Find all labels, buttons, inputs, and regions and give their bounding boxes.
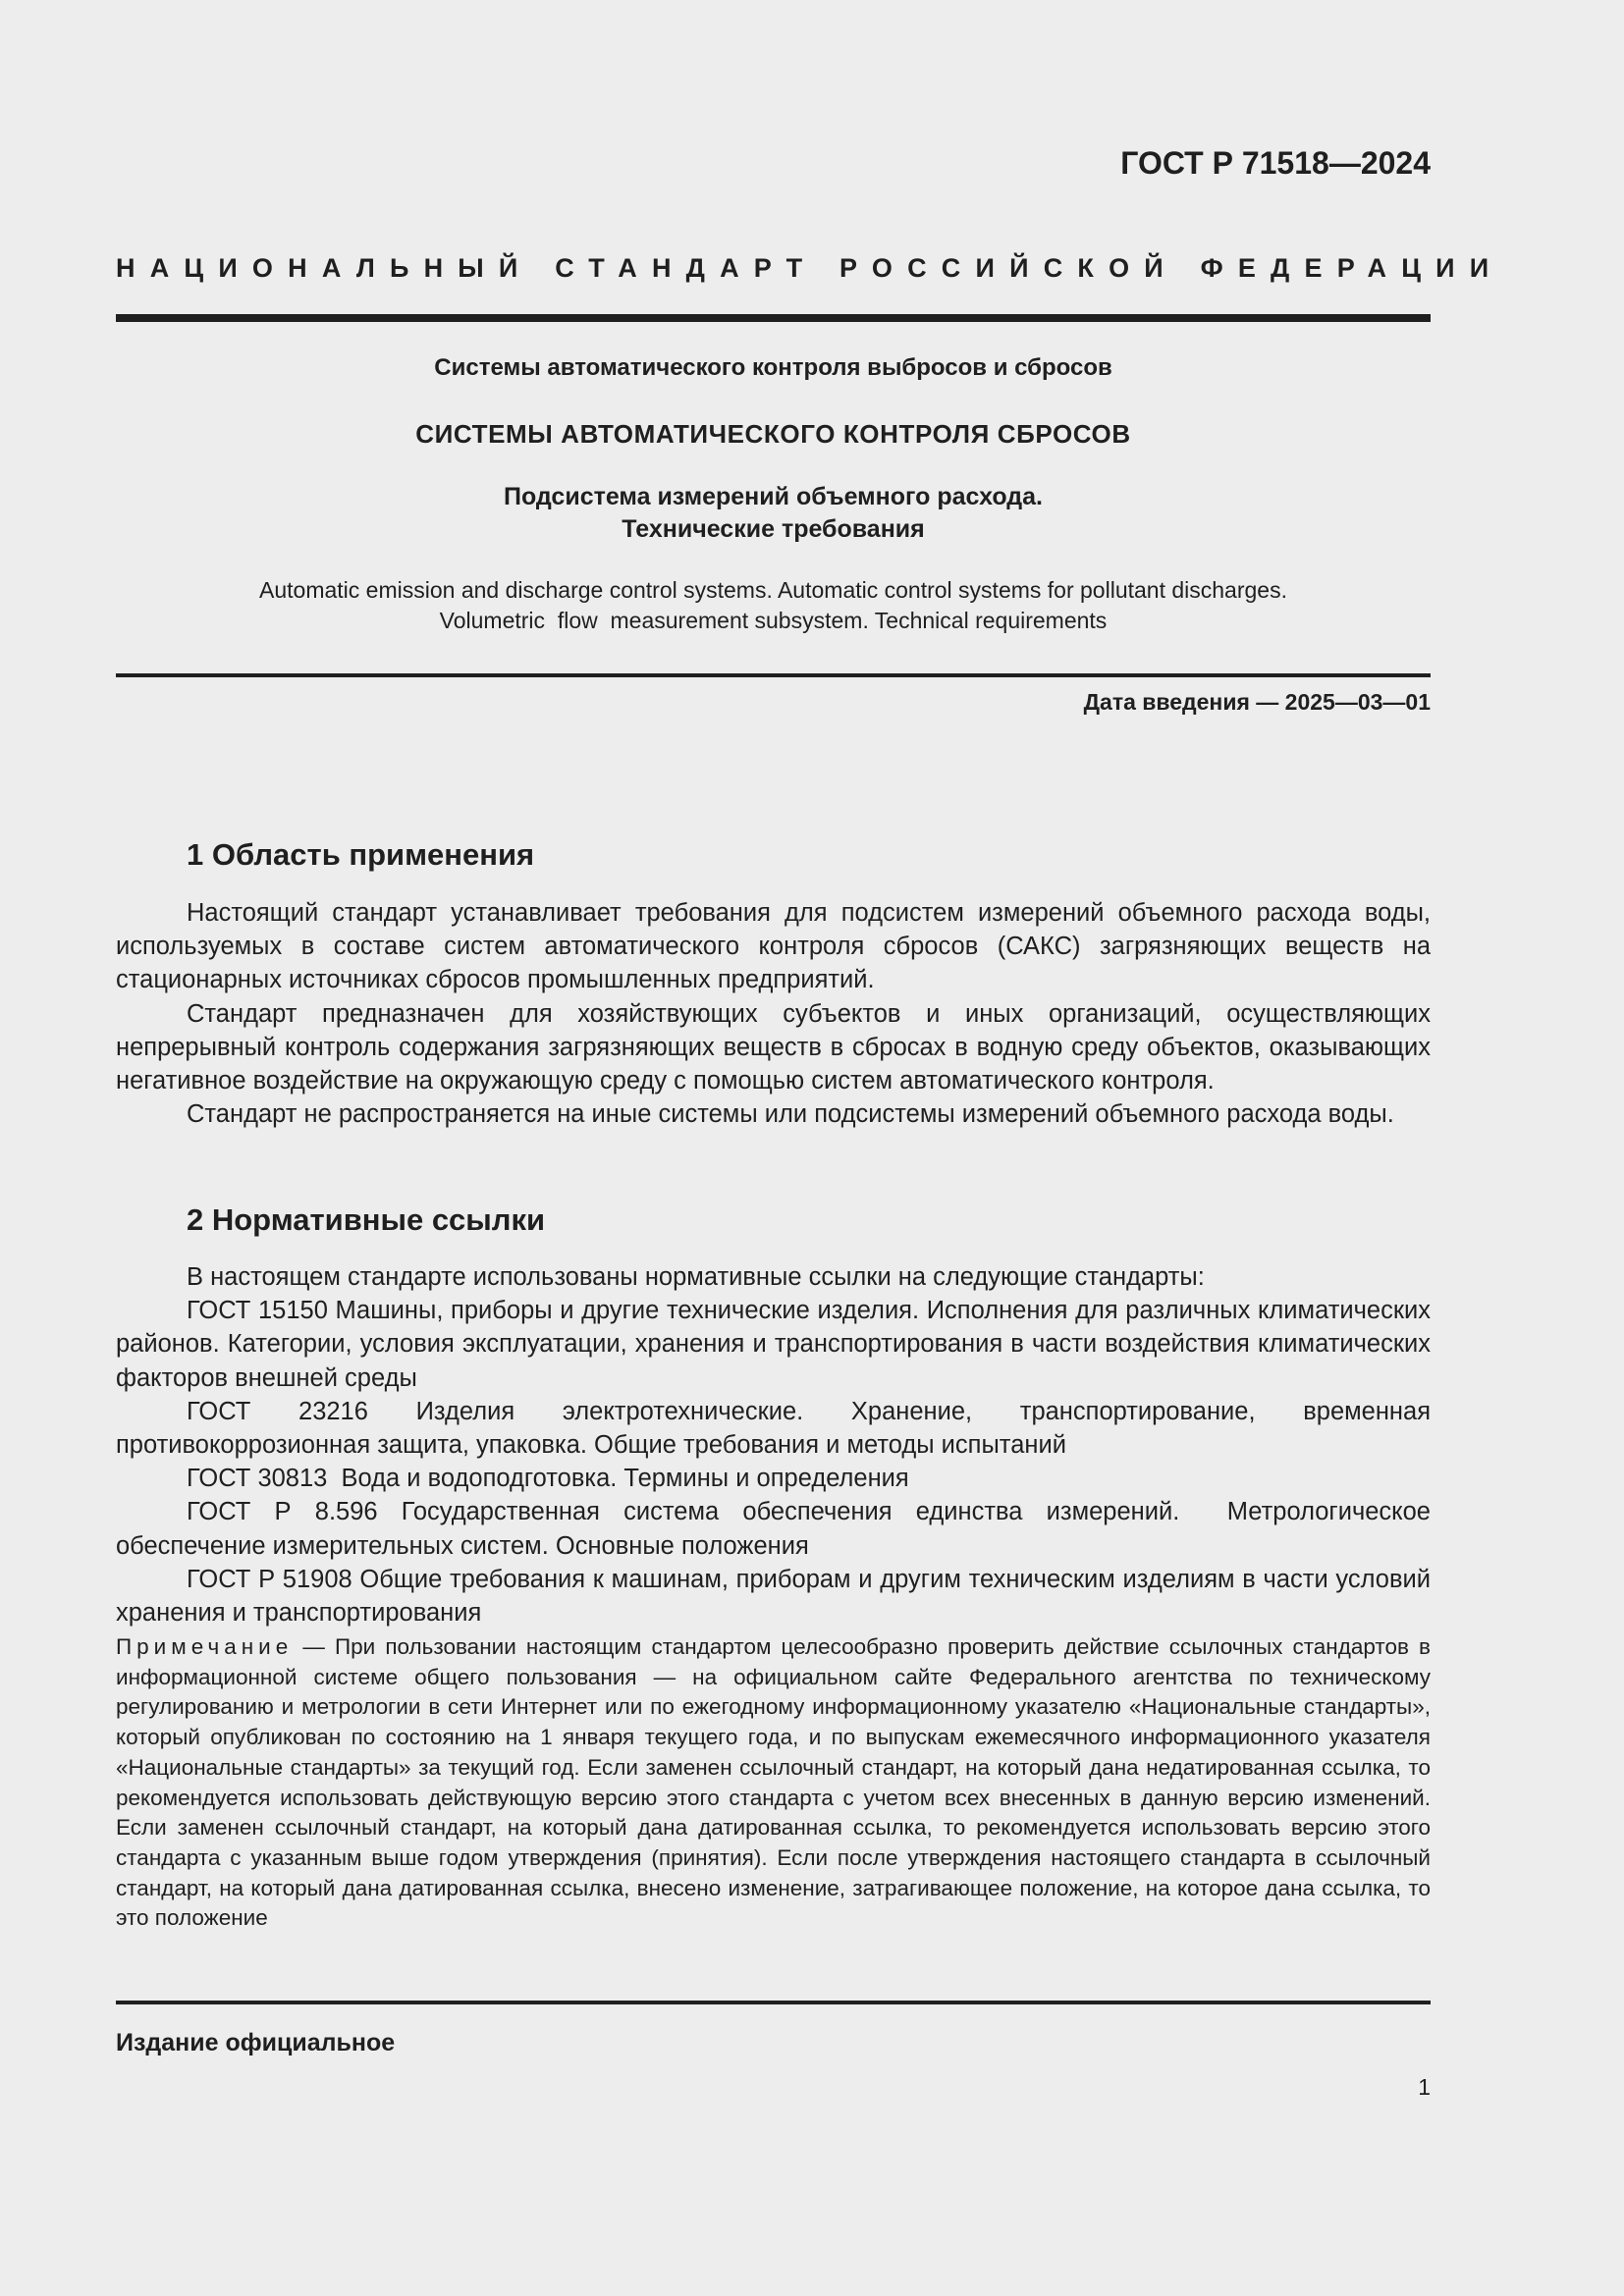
section-2-body	[116, 1260, 1438, 1629]
thick-divider	[116, 314, 1431, 322]
section-1-body	[116, 896, 1431, 1131]
note-label: Примечание	[116, 1634, 294, 1659]
footer-divider	[116, 2001, 1431, 2004]
reference-item: ГОСТ Р 8.596 Государственная система обеспечения единства измерений. Метрологическое обеспечение измерительных систем. Основные положения	[116, 1498, 1438, 1560]
note-text: — При пользовании настоящим стандартом целесообразно проверить действие ссылочных стандартов в информационной системе общего пользования — на официальном сайте Федерального агентства по техническому регулированию и метрологии в сети Интернет или по ежегодному информационному указателю «Национальные стандарты», который опубликован по состоянию на 1 января текущего года, и по выпускам ежемесячного информационного указателя «Национальные стандарты» за текущий год. Если заменен ссылочный стандарт, на который дана недатированная ссылка, то рекомендуется использовать действующую версию этого стандарта с учетом всех внесенных в данную версию изменений. Если заменен ссылочный стандарт, на который дана датированная ссылка, то рекомендуется использовать версию этого стандарта с указанным выше годом утверждения (принятия). Если после утверждения настоящего стандарта в ссылочный стандарт, на который дана датированная ссылка, внесено изменение, затрагивающее положение, на которое дана ссылка, то это положение	[116, 1634, 1431, 1931]
page-number: 1	[1418, 2074, 1431, 2100]
section-1-paragraph: Настоящий стандарт устанавливает требования для подсистем измерений объемного расхода воды, используемых в составе систем автоматического контроля сбросов (САКС) загрязняющих веществ на стационарных источниках сбросов промышленных предприятий.	[116, 899, 1431, 994]
section-1-heading: 1 Область применения	[187, 837, 535, 872]
introduction-date: Дата введения — 2025—03—01	[1083, 689, 1431, 715]
section-2-paragraph: В настоящем стандарте использованы нормативные ссылки на следующие стандарты:	[187, 1263, 1205, 1291]
reference-item: ГОСТ Р 51908 Общие требования к машинам, приборам и другим техническим изделиям в части условий хранения и транспортирования	[116, 1565, 1431, 1628]
sub-title-line-1: Подсистема измерений объемного расхода.	[503, 483, 1044, 510]
sub-title-line-2: Технические требования	[622, 515, 925, 543]
reference-item: ГОСТ 15150 Машины, приборы и другие технические изделия. Исполнения для различных климатических районов. Категории, условия эксплуатации, хранения и транспортирования в части воздействия климатических факторов внешней среды	[116, 1297, 1431, 1392]
series-title: Системы автоматического контроля выбросов и сбросов	[434, 354, 1112, 381]
english-title	[116, 575, 1431, 636]
document-number: ГОСТ Р 71518—2024	[1120, 145, 1431, 181]
title-divider	[116, 673, 1431, 677]
reference-item: ГОСТ 30813 Вода и водоподготовка. Термины и определения	[187, 1465, 909, 1493]
references-note	[116, 1632, 1431, 1934]
english-title-line-2: Volumetric flow measurement subsystem. Technical requirements	[439, 608, 1108, 633]
official-edition-label: Издание официальное	[116, 2029, 396, 2056]
section-2-heading: 2 Нормативные ссылки	[187, 1202, 546, 1237]
sub-title	[116, 481, 1431, 546]
national-standard-banner: НАЦИОНАЛЬНЫЙ СТАНДАРТ РОССИЙСКОЙ ФЕДЕРАЦИИ	[116, 253, 1504, 283]
section-1-paragraph: Стандарт не распространяется на иные системы или подсистемы измерений объемного расхода воды.	[187, 1100, 1394, 1129]
english-title-line-1: Automatic emission and discharge control systems. Automatic control systems for pollutant discharges.	[259, 577, 1287, 603]
section-1-paragraph: Стандарт предназначен для хозяйствующих субъектов и иных организаций, осуществляющих непрерывный контроль содержания загрязняющих веществ в сбросах в водную среду объектов, оказывающих негативное воздействие на окружающую среду с помощью систем автоматического контроля.	[116, 999, 1431, 1095]
main-title: СИСТЕМЫ АВТОМАТИЧЕСКОГО КОНТРОЛЯ СБРОСОВ	[415, 419, 1131, 449]
reference-item: ГОСТ 23216 Изделия электротехнические. Хранение, транспортирование, временная противокоррозионная защита, упаковка. Общие требования и методы испытаний	[116, 1397, 1431, 1460]
